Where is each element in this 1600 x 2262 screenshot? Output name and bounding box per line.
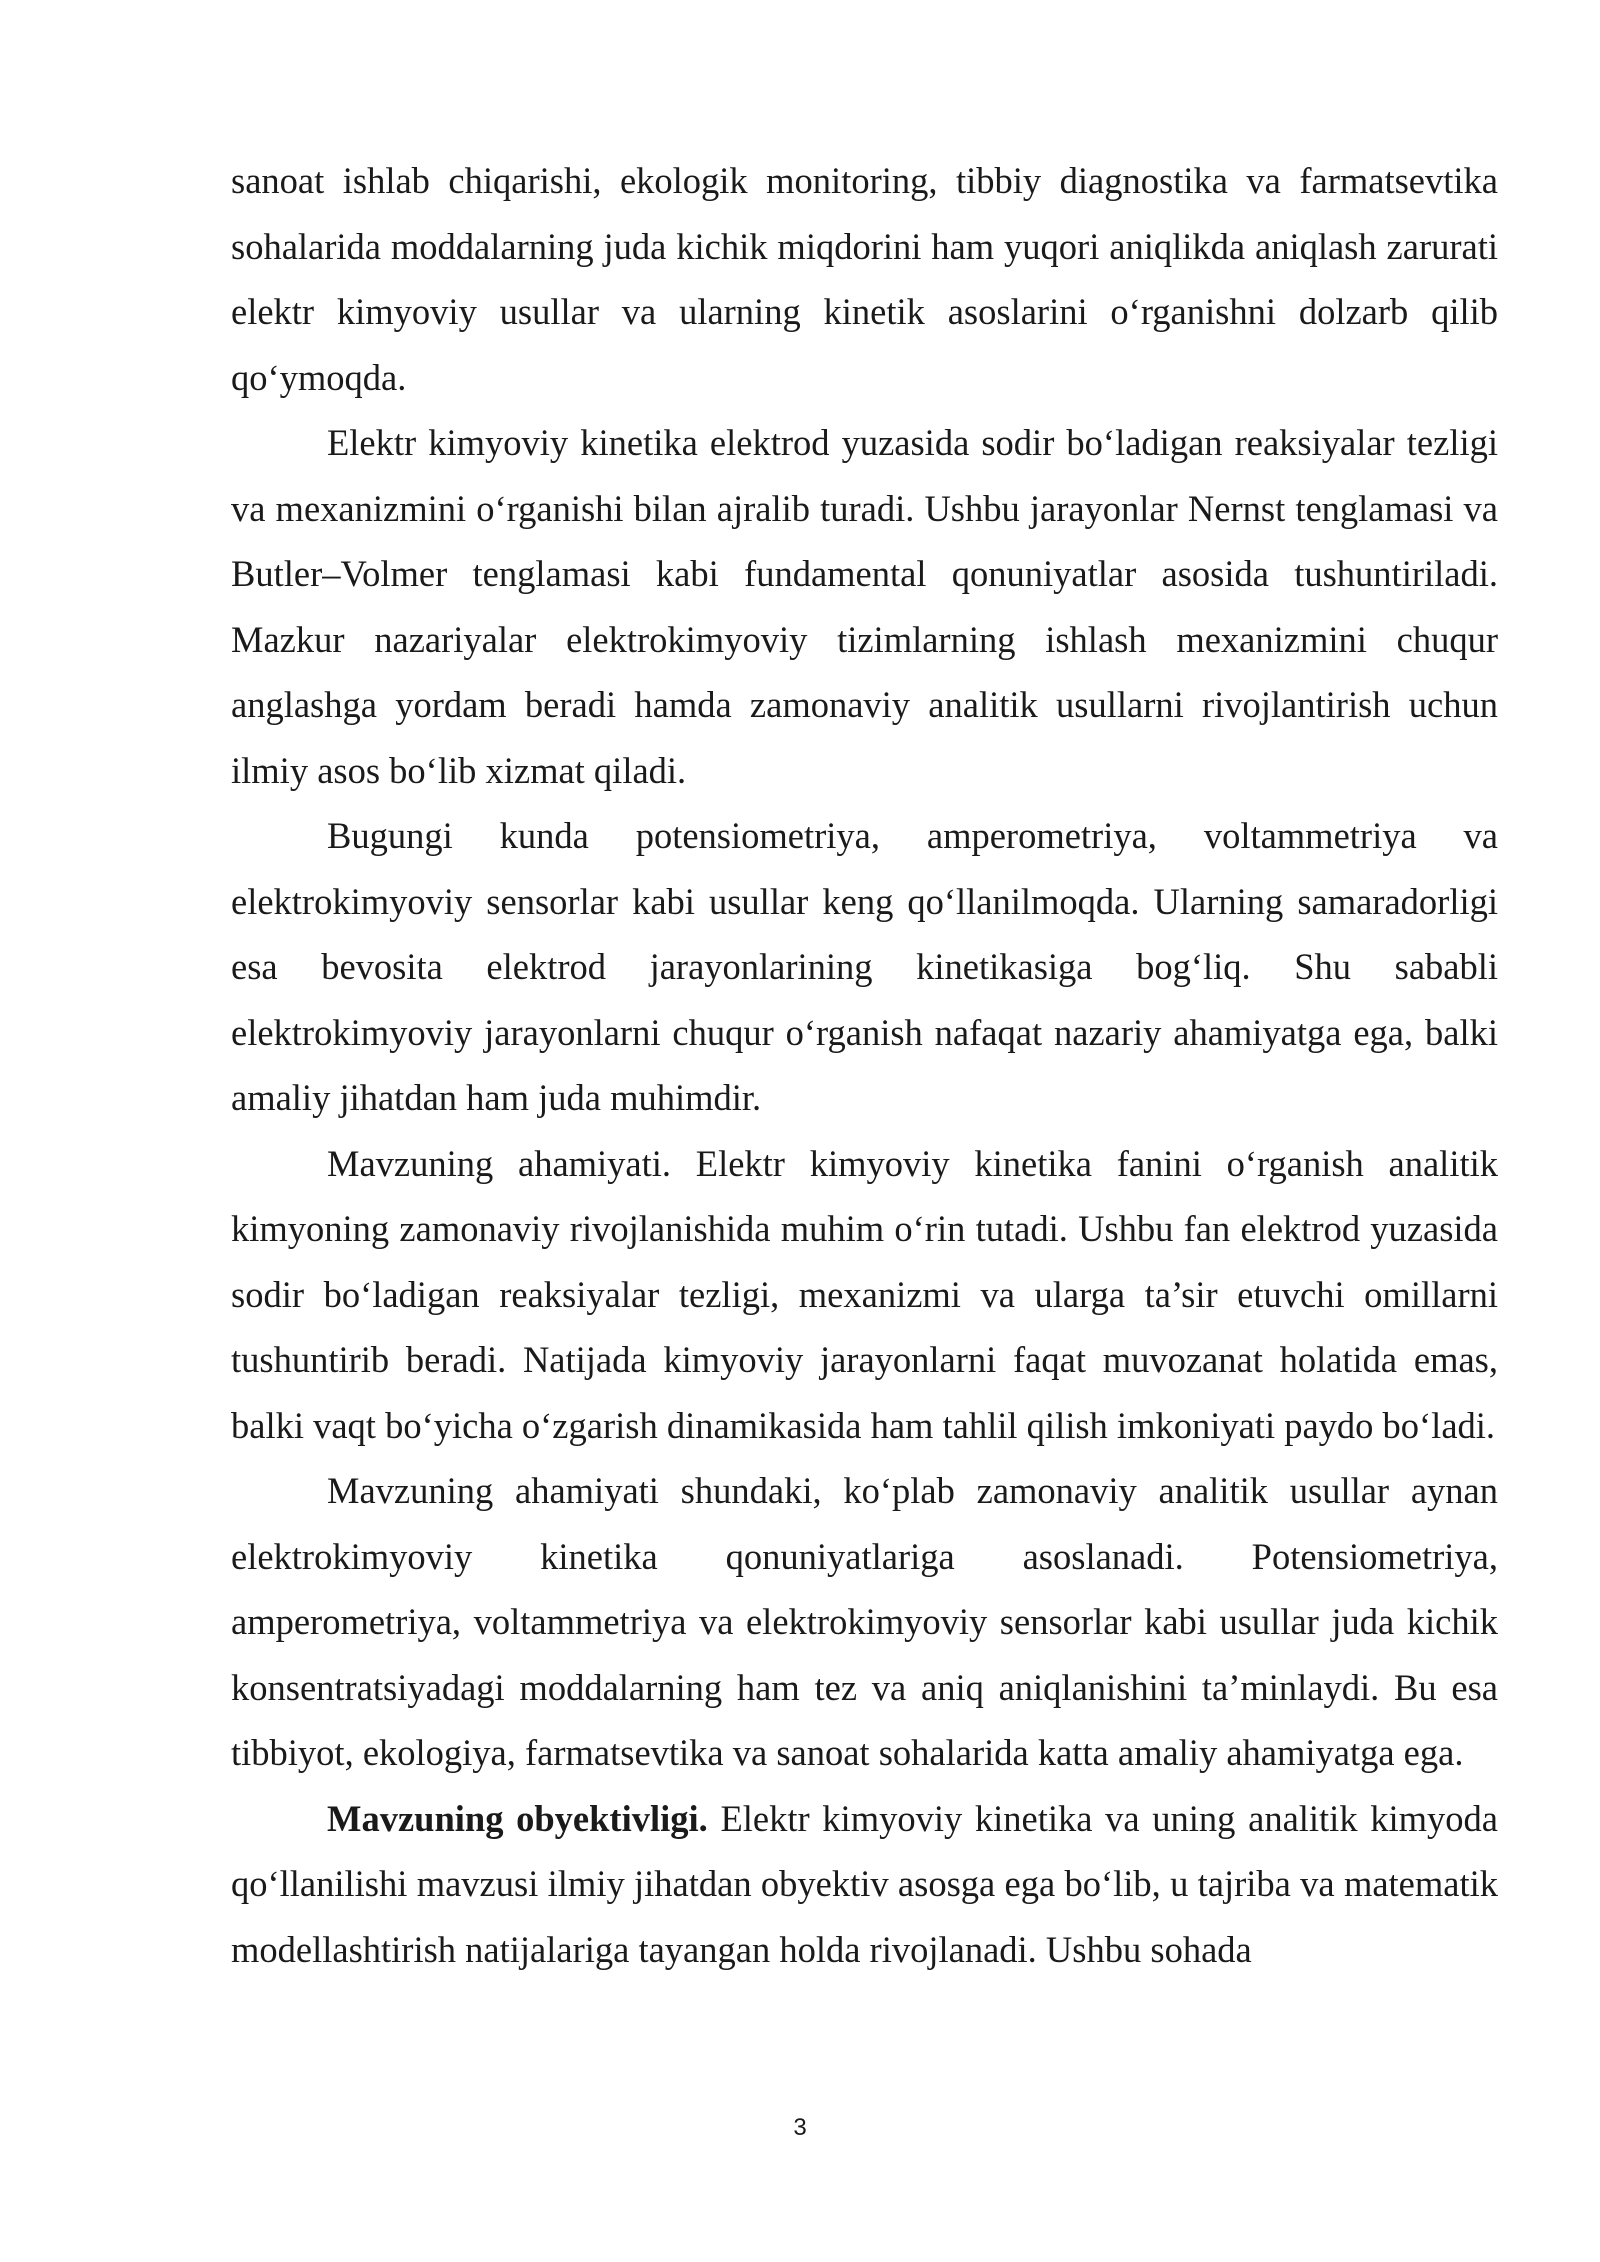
paragraph-topic-importance-detail: Mavzuning ahamiyati shundaki, ko‘plab zamonaviy analitik usullar aynan elektrokimyoviy kinetika qonuniyatlariga asoslanadi. Potensiometriya, amperometriya, voltammetriya va elektrokimyoviy sensorlar kabi usullar juda kichik konsentratsiyadagi moddalarning ham tez va aniq aniqlanishini ta’minlaydi. Bu esa tibbiyot, ekologiya, farmatsevtika va sanoat sohalarida katta amaliy ahamiyatga ega. (231, 1470, 1498, 1773)
page-number: 3 (793, 2114, 807, 2141)
paragraph-topic-importance: Mavzuning ahamiyati. Elektr kimyoviy kinetika fanini o‘rganish analitik kimyoning zamonaviy rivojlanishida muhim o‘rin tutadi. Ushbu fan elektrod yuzasida sodir bo‘ladigan reaksiyalar tezligi, mexanizmi va ularga ta’sir etuvchi omillarni tushuntirib beradi. Natijada kimyoviy jarayonlarni faqat muvozanat holatida emas, balki vaqt bo‘yicha o‘zgarish dinamikasida ham tahlil qilish imkoniyati paydo bo‘ladi. (231, 1142, 1498, 1446)
paragraph-topic-objectivity (231, 1786, 1498, 1983)
paragraph-continuation: sanoat ishlab chiqarishi, ekologik monitoring, tibbiy diagnostika va farmatsevtika sohalarida moddalarning juda kichik miqdorini ham yuqori aniqlikda aniqlash zarurati elektr kimyoviy usullar va ularning kinetik asoslarini o‘rganishni dolzarb qilib qo‘ymoqda. (231, 160, 1498, 398)
objectivity-text: Elektr kimyoviy kinetika va uning analitik kimyoda qo‘llanilishi mavzusi ilmiy jihatdan obyektiv asosga ega bo‘lib, u tajriba va matematik modellashtirish natijalariga tayangan holda rivojlanadi. Ushbu sohada (231, 1797, 1498, 1970)
objectivity-heading: Mavzuning obyektivligi. (327, 1797, 708, 1839)
paragraph-electrochemical-kinetics: Elektr kimyoviy kinetika elektrod yuzasida sodir bo‘ladigan reaksiyalar tezligi va mexanizmini o‘rganishi bilan ajralib turadi. Ushbu jarayonlar Nernst tenglamasi va Butler–Volmer tenglamasi kabi fundamental qonuniyatlar asosida tushuntiriladi. Mazkur nazariyalar elektrokimyoviy tizimlarning ishlash mexanizmini chuqur anglashga yordam beradi hamda zamonaviy analitik usullarni rivojlantirish uchun ilmiy asos bo‘lib xizmat qiladi. (231, 422, 1498, 791)
body-text (231, 148, 1498, 1982)
paragraph-methods-today: Bugungi kunda potensiometriya, amperometriya, voltammetriya va elektrokimyoviy sensorlar kabi usullar keng qo‘llanilmoqda. Ularning samaradorligi esa bevosita elektrod jarayonlarining kinetikasiga bog‘liq. Shu sababli elektrokimyoviy jarayonlarni chuqur o‘rganish nafaqat nazariy ahamiyatga ega, balki amaliy jihatdan ham juda muhimdir. (231, 815, 1498, 1118)
